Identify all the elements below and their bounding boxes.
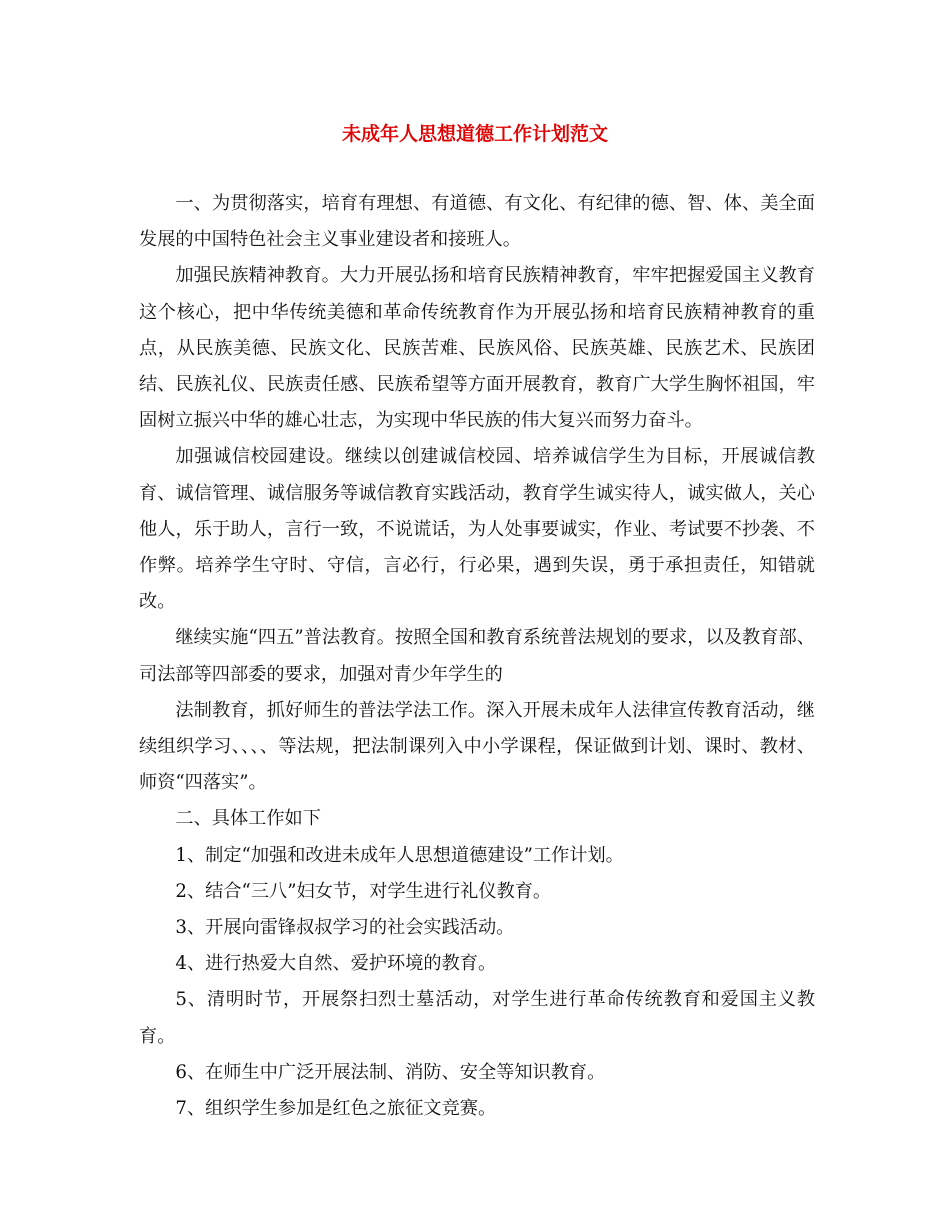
list-item: 5、清明时节，开展祭扫烈士墓活动，对学生进行革命传统教育和爱国主义教育。: [139, 989, 815, 1047]
list-item: 6、在师生中广泛开展法制、消防、安全等知识教育。: [175, 1061, 606, 1083]
list-item: 1、制定“加强和改进未成年人思想道德建设”工作计划。: [175, 844, 624, 866]
document-title: 未成年人思想道德工作计划范文: [341, 123, 608, 145]
document-body: [139, 186, 815, 1127]
paragraph-law-education: 继续实施“四五”普法教育。按照全国和教育系统普法规划的要求，以及教育部、司法部等四部委的要求，加强对青少年学生的: [139, 627, 815, 685]
list-item: 3、开展向雷锋叔叔学习的社会实践活动。: [175, 917, 515, 939]
list-item: 2、结合“三八”妇女节，对学生进行礼仪教育。: [175, 880, 552, 902]
paragraph-intro: 一、为贯彻落实，培育有理想、有道德、有文化、有纪律的德、智、体、美全面发展的中国特色社会主义事业建设者和接班人。: [139, 193, 815, 251]
list-item: 4、进行热爱大自然、爱护环境的教育。: [175, 953, 497, 975]
paragraph-law-education-continued: 法制教育，抓好师生的普法学法工作。深入开展未成年人法律宣传教育活动，继续组织学习、、、、等法规，把法制课列入中小学课程，保证做到计划、课时、教材、师资“四落实”。: [139, 699, 815, 794]
paragraph-national-spirit: 加强民族精神教育。大力开展弘扬和培育民族精神教育，牢牢把握爱国主义教育这个核心，把中华传统美德和革命传统教育作为开展弘扬和培育民族精神教育的重点，从民族美德、民族文化、民族苦难、民族风俗、民族英雄、民族艺术、民族团结、民族礼仪、民族责任感、民族希望等方面开展教育，教育广大学生胸怀祖国，牢固树立振兴中华的雄心壮志，为实现中华民族的伟大复兴而努力奋斗。: [139, 265, 815, 432]
paragraph-integrity-campus: 加强诚信校园建设。继续以创建诚信校园、培养诚信学生为目标，开展诚信教育、诚信管理、诚信服务等诚信教育实践活动，教育学生诚实待人，诚实做人，关心他人，乐于助人，言行一致，不说谎话，为人处事要诚实，作业、考试要不抄袭、不作弊。培养学生守时、守信，言必行，行必果，遇到失误，勇于承担责任，知错就改。: [139, 446, 815, 613]
list-item: 7、组织学生参加是红色之旅征文竞赛。: [175, 1098, 497, 1120]
section-heading-specific-work: 二、具体工作如下: [175, 808, 321, 830]
